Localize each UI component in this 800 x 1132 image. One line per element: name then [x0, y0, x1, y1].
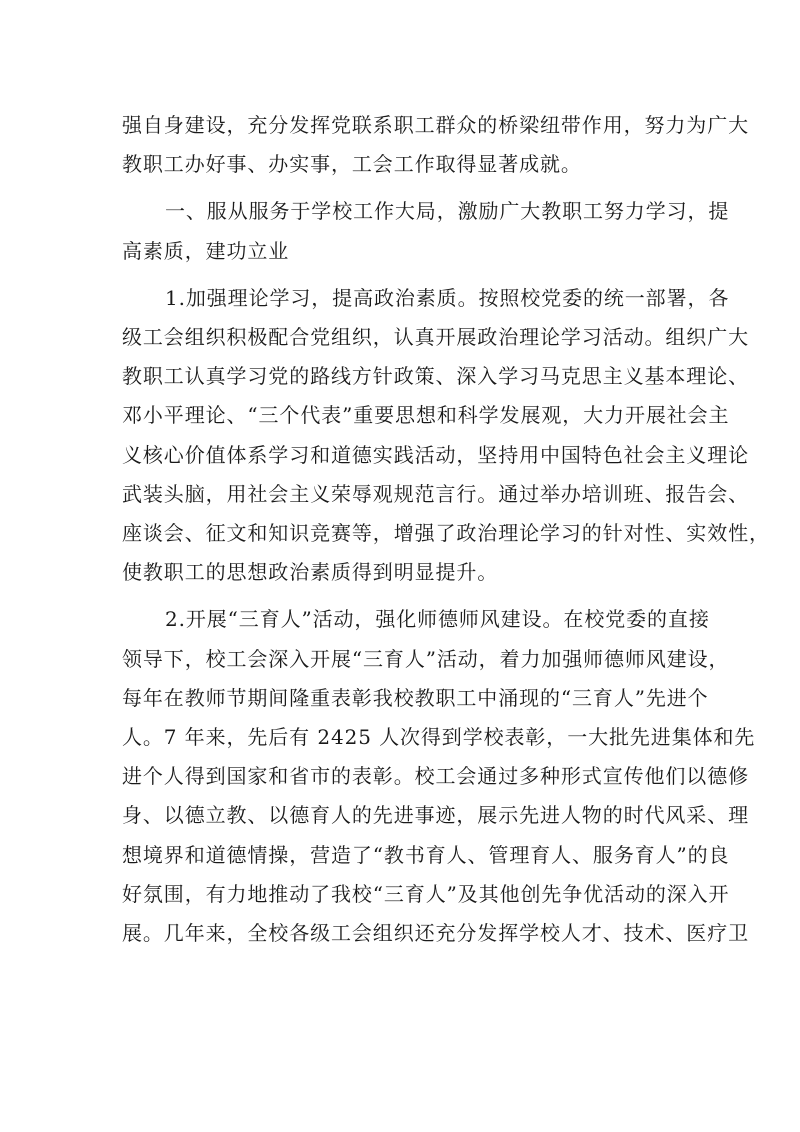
text-line: 座谈会、征文和知识竞赛等，增强了政治理论学习的针对性、实效性，: [122, 521, 770, 546]
text-line: 1.加强理论学习，提高政治素质。按照校党委的统一部署，各: [165, 285, 730, 310]
paragraph-item-1: [122, 279, 770, 593]
text-line: 进个人得到国家和省市的表彰。校工会通过多种形式宣传他们以德修: [122, 764, 749, 789]
text-line: 级工会组织积极配合党组织，认真开展政治理论学习活动。组织广大: [122, 325, 749, 350]
text-line: 好氛围，有力地推动了我校“三育人”及其他创先争优活动的深入开: [122, 881, 730, 906]
text-line: 每年在教师节期间隆重表彰我校教职工中涌现的“三育人”先进个: [122, 685, 709, 710]
paragraph-item-2: [122, 600, 756, 953]
text-line: 教职工认真学习党的路线方针政策、深入学习马克思主义基本理论、: [122, 364, 749, 389]
text-line: 教职工办好事、办实事，工会工作取得显著成就。: [122, 152, 582, 177]
text-line: 人。7 年来，先后有 2425 人次得到学校表彰，一大批先进集体和先: [122, 725, 756, 750]
text-line: 义核心价值体系学习和道德实践活动，坚持用中国特色社会主义理论: [122, 442, 749, 467]
text-line: 邓小平理论、“三个代表”重要思想和科学发展观，大力开展社会主: [122, 403, 730, 428]
text-line: 高素质，建功立业: [122, 238, 290, 263]
text-line: 使教职工的思想政治素质得到明显提升。: [122, 560, 499, 585]
text-line: 展。几年来，全校各级工会组织还充分发挥学校人才、技术、医疗卫: [122, 921, 749, 946]
section-heading-1: [122, 192, 730, 270]
text-line: 强自身建设，充分发挥党联系职工群众的桥梁纽带作用，努力为广大: [122, 113, 749, 137]
paragraph-continuation: [122, 106, 749, 184]
text-line: 武装头脑，用社会主义荣辱观规范言行。通过举办培训班、报告会、: [122, 481, 749, 506]
text-line: 想境界和道德情操，营造了“教书育人、管理育人、服务育人”的良: [122, 842, 730, 867]
text-line: 一、服从服务于学校工作大局，激励广大教职工努力学习，提: [165, 199, 730, 224]
text-line: 2.开展“三育人”活动，强化师德师风建设。在校党委的直接: [165, 607, 710, 632]
text-line: 身、以德立教、以德育人的先进事迹，展示先进人物的时代风采、理: [122, 803, 749, 828]
document-page: [122, 106, 770, 953]
text-line: 领导下，校工会深入开展“三育人”活动，着力加强师德师风建设，: [122, 646, 730, 671]
